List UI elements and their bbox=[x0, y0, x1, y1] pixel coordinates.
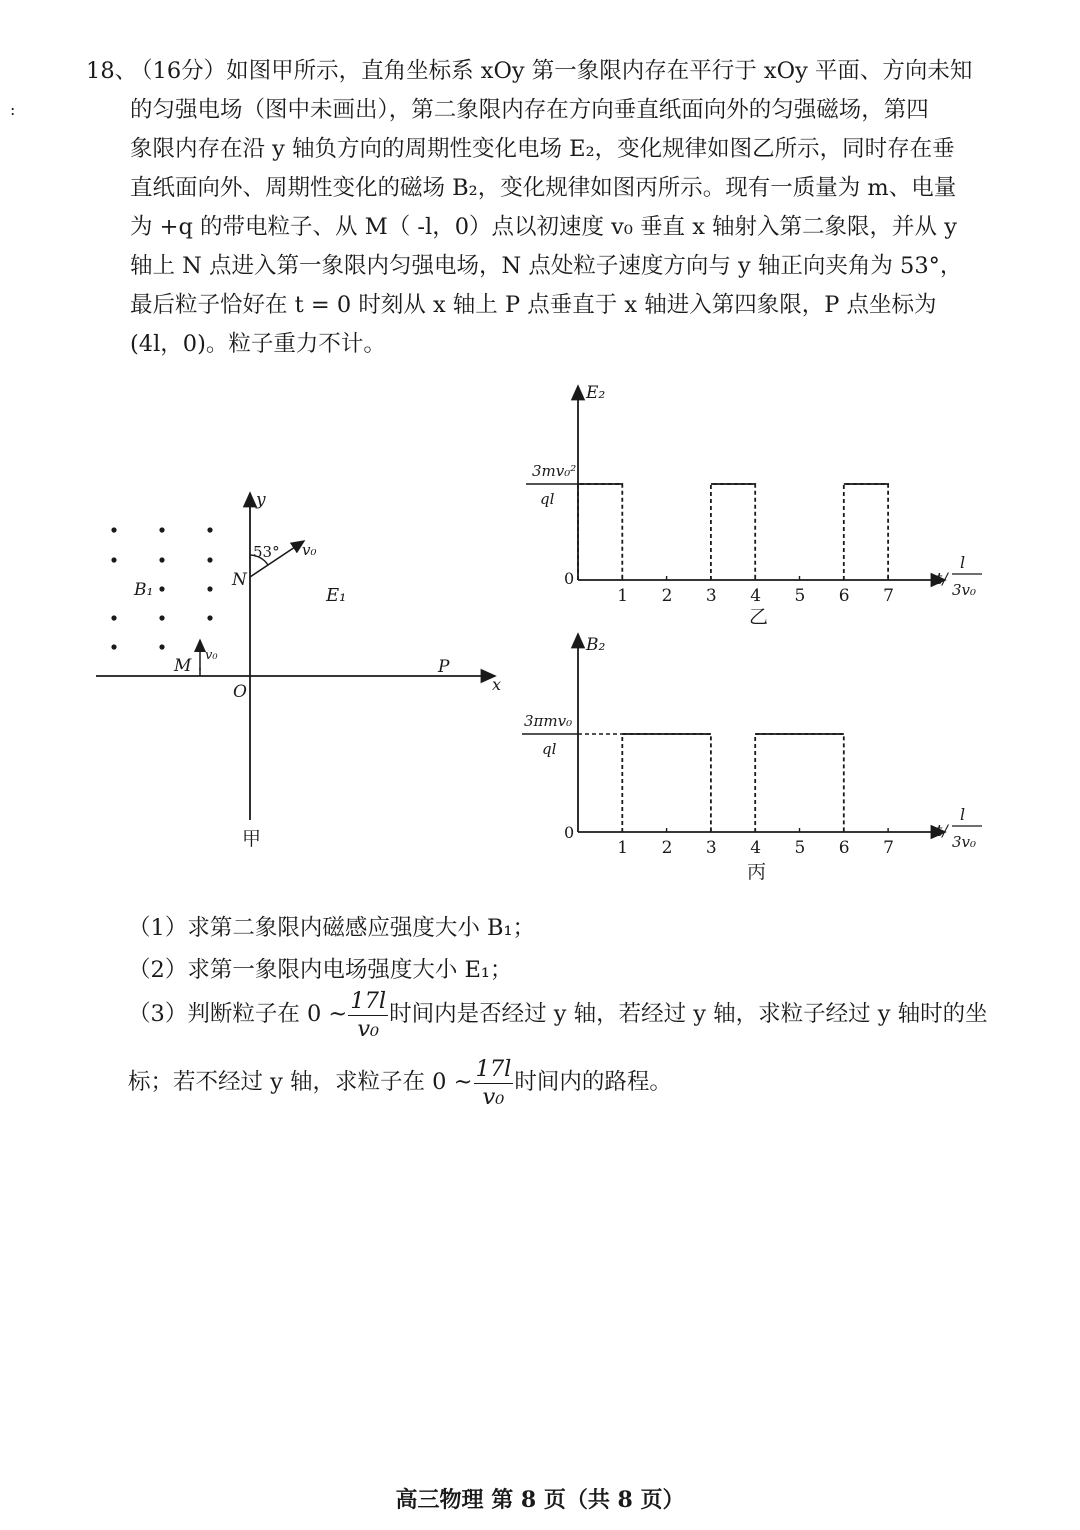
question-3-line-1 bbox=[128, 990, 988, 1040]
yi-tick-label-2: 2 bbox=[661, 586, 673, 606]
problem-line-3: 象限内存在沿 y 轴负方向的周期性变化电场 E₂，变化规律如图乙所示，同时存在垂 bbox=[130, 136, 955, 162]
bing-pulse-1 bbox=[622, 734, 711, 832]
question-2: （2）求第一象限内电场强度大小 E₁； bbox=[128, 957, 513, 983]
bing-tick-label-3: 3 bbox=[705, 838, 717, 858]
bing-tick-label-5: 5 bbox=[794, 838, 806, 858]
x-axis-label: x bbox=[492, 675, 502, 694]
yi-unit-num: l bbox=[960, 553, 966, 572]
b1-field-dots bbox=[111, 527, 212, 649]
yi-tick-label-6: 6 bbox=[838, 586, 850, 606]
problem-line-1: （16分）如图甲所示，直角坐标系 xOy 第一象限内存在平行于 xOy 平面、方向未知 bbox=[130, 58, 973, 84]
v0-label: v₀ bbox=[302, 541, 317, 559]
figure-jia-caption: 甲 bbox=[242, 828, 262, 850]
e1-label: E₁ bbox=[326, 585, 347, 606]
figure-bing bbox=[520, 628, 1020, 886]
figure-jia bbox=[90, 485, 510, 855]
q3b-frac-den: v₀ bbox=[482, 1083, 505, 1110]
q3-prefix: （3）判断粒子在 0 ~ bbox=[128, 1001, 348, 1027]
bing-unit-den: 3v₀ bbox=[952, 833, 977, 851]
y-axis-label: y bbox=[256, 490, 266, 510]
bing-tick-label-7: 7 bbox=[883, 838, 894, 858]
b1-label: B₁ bbox=[134, 580, 154, 600]
q3b-frac-num: 17l bbox=[475, 1056, 512, 1082]
q3-frac-den: v₀ bbox=[357, 1015, 380, 1042]
p-label: P bbox=[438, 657, 450, 677]
yi-tick-label-4: 4 bbox=[750, 586, 762, 606]
bing-level-num: 3πmv₀ bbox=[524, 712, 573, 730]
yi-caption: 乙 bbox=[749, 606, 769, 628]
q3b-prefix: 标；若不经过 y 轴，求粒子在 0 ~ bbox=[128, 1069, 473, 1095]
question-1: （1）求第二象限内磁感应强度大小 B₁； bbox=[128, 915, 536, 941]
n-label: N bbox=[232, 570, 247, 590]
yi-tick-label-5: 5 bbox=[794, 586, 806, 606]
q3-frac-num: 17l bbox=[350, 988, 387, 1014]
yi-pulse-3 bbox=[844, 484, 888, 580]
yi-t-unit: t/ bbox=[936, 569, 948, 588]
problem-number: 18、 bbox=[86, 58, 138, 84]
problem-line-8: (4l，0)。粒子重力不计。 bbox=[130, 331, 386, 357]
problem-line-4: 直纸面向外、周期性变化的磁场 B₂，变化规律如图丙所示。现有一质量为 m、电量 bbox=[130, 175, 957, 201]
yi-y-axis-label: E₂ bbox=[586, 383, 606, 403]
bing-level-den: ql bbox=[542, 740, 557, 758]
yi-level-den: ql bbox=[540, 490, 555, 508]
bing-zero: 0 bbox=[564, 823, 575, 842]
v0-small-label: v₀ bbox=[205, 648, 218, 663]
bing-unit-num: l bbox=[960, 805, 966, 824]
bing-tick-label-6: 6 bbox=[838, 838, 850, 858]
yi-unit-den: 3v₀ bbox=[952, 581, 977, 599]
bing-tick-label-1: 1 bbox=[617, 838, 629, 858]
figure-yi bbox=[520, 378, 1020, 628]
page-footer: 高三物理 第 8 页（共 8 页） bbox=[395, 1487, 685, 1513]
angle-label: 53° bbox=[253, 543, 280, 561]
bing-tick-label-4: 4 bbox=[750, 838, 762, 858]
q3-suffix: 时间内是否经过 y 轴，若经过 y 轴，求粒子经过 y 轴时的坐 bbox=[389, 1001, 988, 1027]
m-label: M bbox=[174, 656, 192, 676]
problem-line-2: 的匀强电场（图中未画出），第二象限内存在方向垂直纸面向外的匀强磁场，第四 bbox=[130, 97, 929, 123]
q3b-fraction bbox=[474, 1058, 514, 1108]
yi-pulse-1 bbox=[578, 484, 622, 580]
q3-fraction bbox=[348, 990, 388, 1040]
yi-level-num: 3mv₀² bbox=[532, 462, 577, 480]
problem-line-7: 最后粒子恰好在 t = 0 时刻从 x 轴上 P 点垂直于 x 轴进入第四象限，P 点坐标为 bbox=[130, 292, 937, 318]
yi-tick-label-3: 3 bbox=[705, 586, 717, 606]
bing-y-axis-label: B₂ bbox=[586, 635, 606, 655]
bing-t-unit: t/ bbox=[936, 821, 948, 840]
bing-caption: 丙 bbox=[747, 861, 767, 883]
bing-pulses bbox=[578, 734, 844, 832]
yi-tick-label-1: 1 bbox=[617, 586, 629, 606]
problem-statement bbox=[86, 52, 996, 364]
q3b-suffix: 时间内的路程。 bbox=[514, 1069, 672, 1095]
bing-tick-label-2: 2 bbox=[661, 838, 673, 858]
origin-label: O bbox=[233, 682, 247, 702]
yi-pulses bbox=[578, 484, 888, 580]
yi-pulse-2 bbox=[711, 484, 755, 580]
problem-line-6: 轴上 N 点进入第一象限内匀强电场，N 点处粒子速度方向与 y 轴正向夹角为 53°， bbox=[130, 253, 963, 279]
bing-pulse-2 bbox=[755, 734, 844, 832]
problem-line-5: 为 +q 的带电粒子、从 M（ -l，0）点以初速度 v₀ 垂直 x 轴射入第二象限，并从 y bbox=[130, 214, 957, 240]
yi-tick-label-7: 7 bbox=[883, 586, 894, 606]
margin-mark: : bbox=[10, 100, 16, 119]
question-3-line-2 bbox=[128, 1058, 672, 1108]
yi-zero: 0 bbox=[564, 569, 575, 588]
